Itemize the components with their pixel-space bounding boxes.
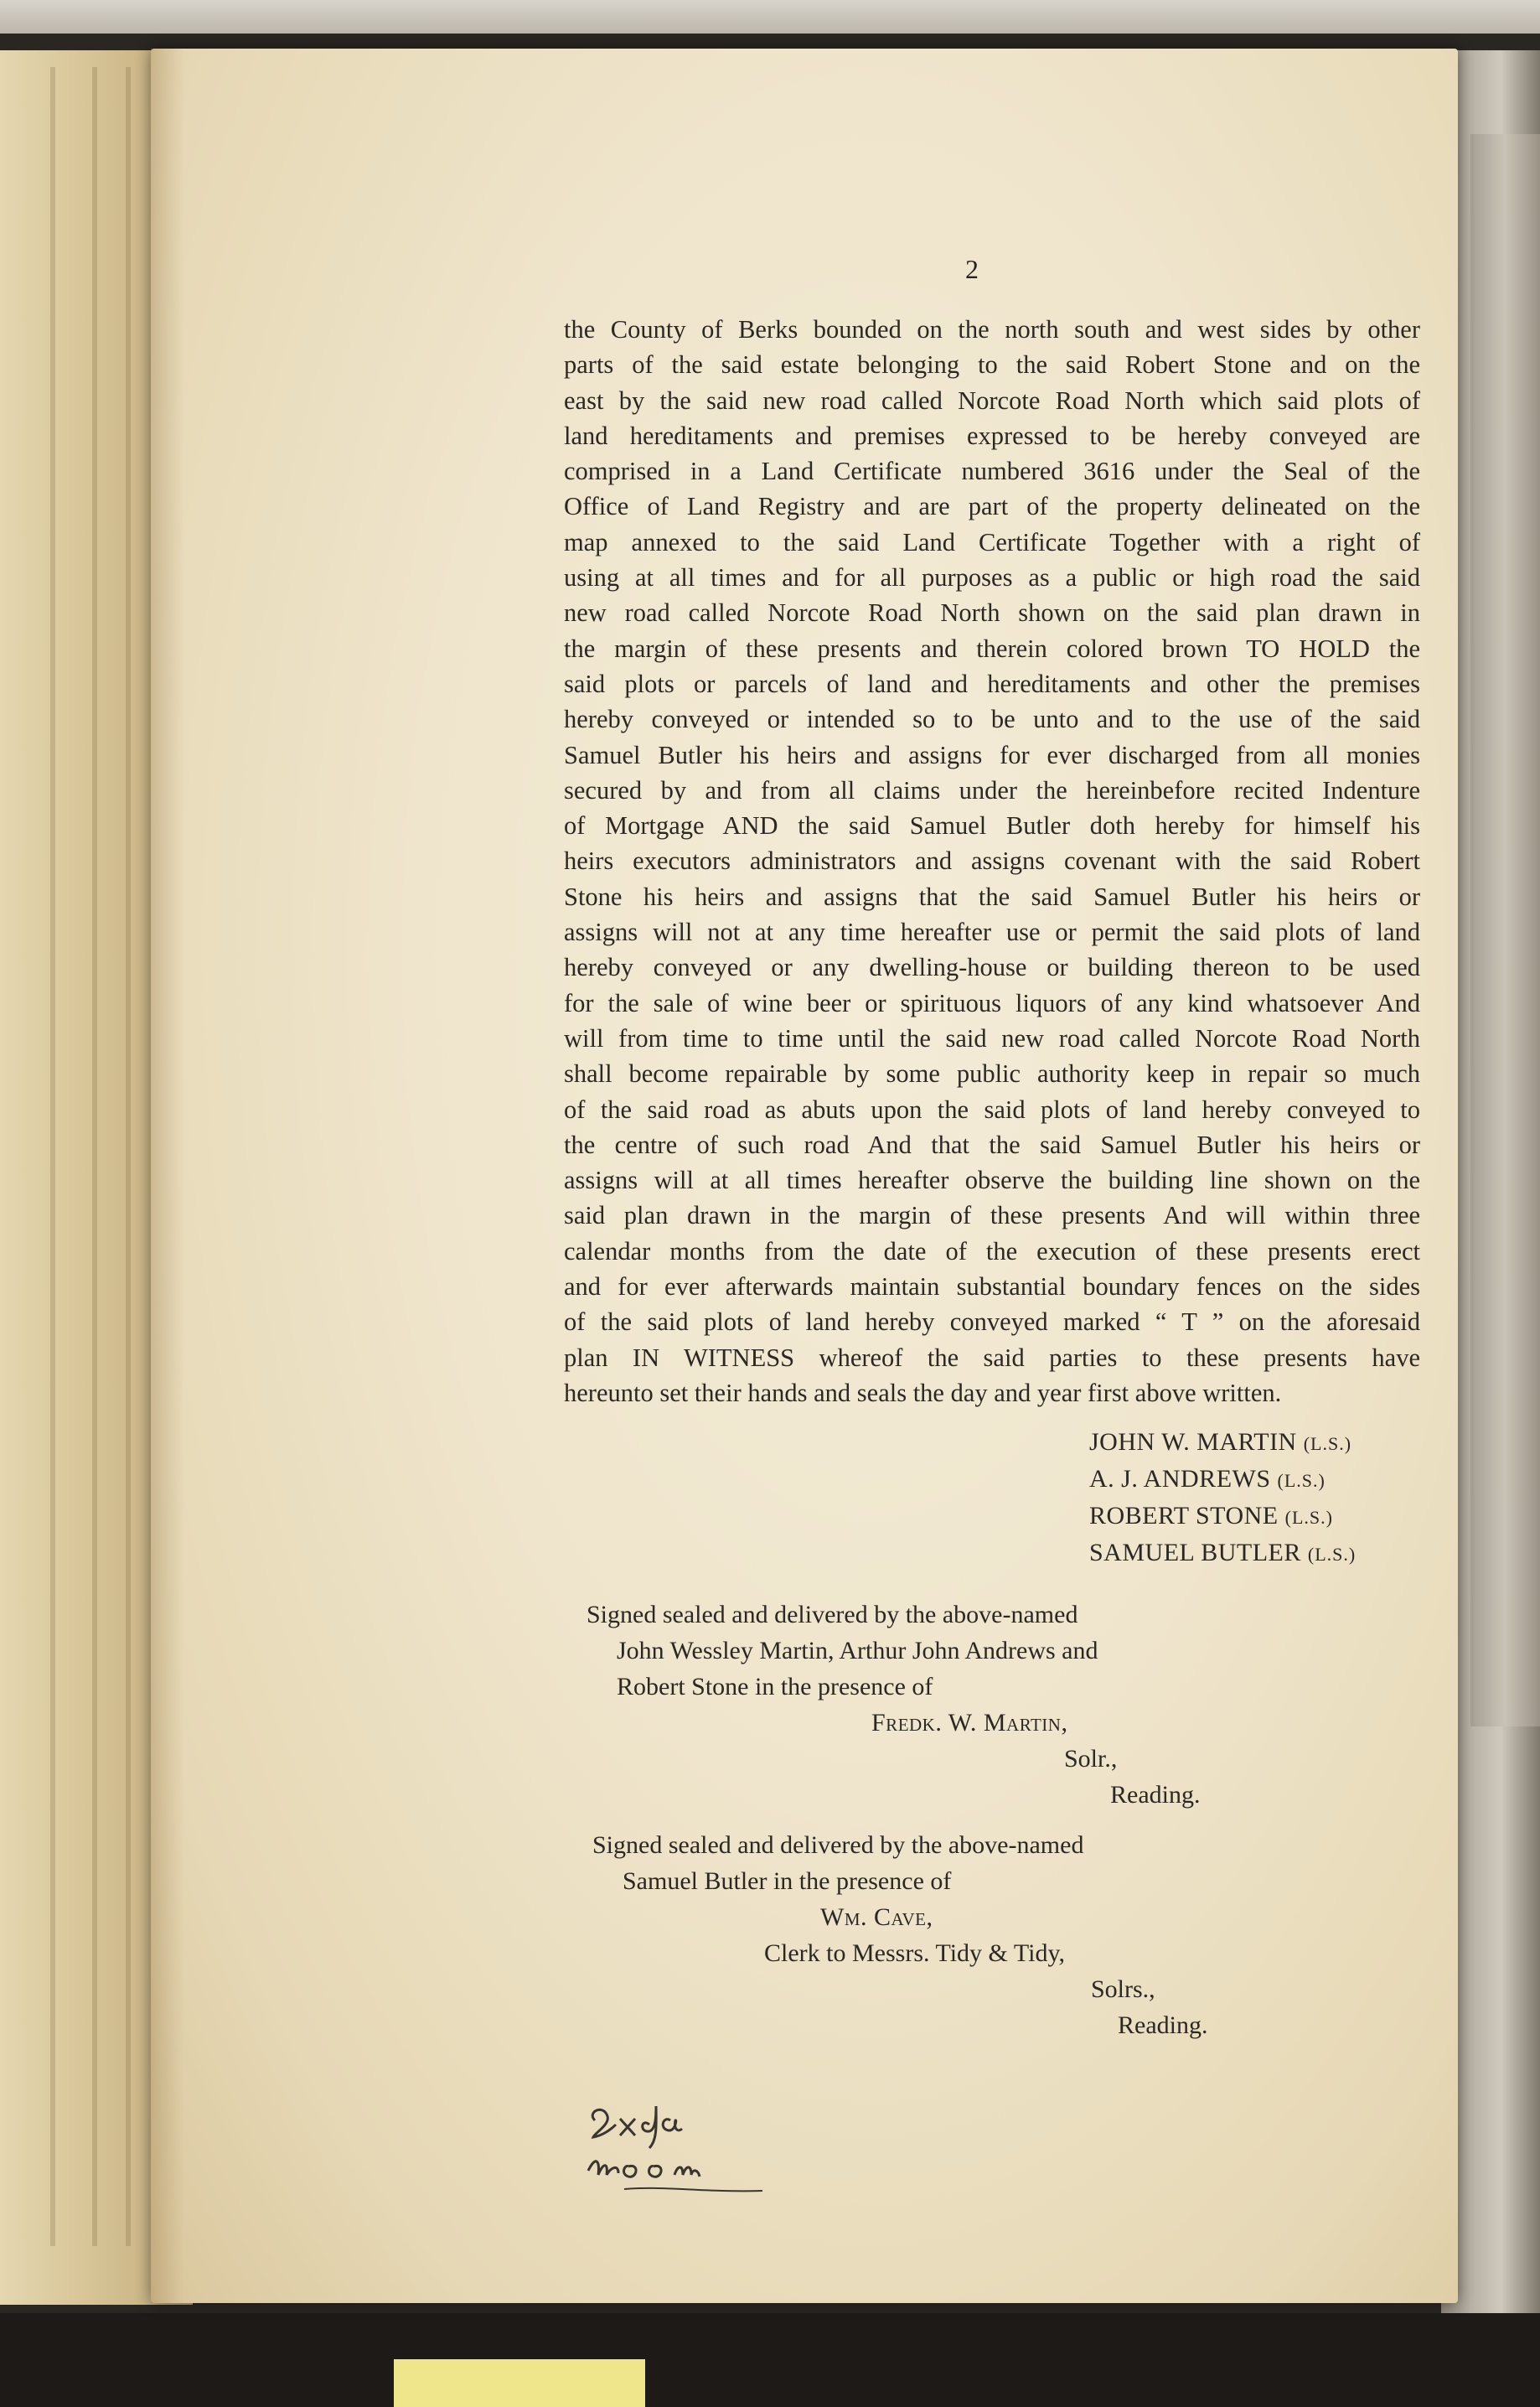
deed-text-line: of the said road as abuts upon the said plots of land hereby conveyed to [564, 1095, 1420, 1124]
attestation-clause-1 [587, 1597, 1223, 1813]
deed-text-line: said plots or parcels of land and hereditaments and other the premises [564, 669, 1420, 698]
attestation-clause-2 [592, 1827, 1229, 2043]
deed-text-line: plan IN WITNESS whereof the said parties to these presents have [564, 1343, 1420, 1372]
witness-place: Reading. [1110, 1781, 1201, 1809]
deed-text-line: assigns will at all times hereafter observe the building line shown on the [564, 1166, 1420, 1195]
deed-text-line: east by the said new road called Norcote Road North which said plots of [564, 386, 1420, 415]
witness-title: Clerk to Messrs. Tidy & Tidy, [764, 1939, 1066, 1967]
page-edge-line [50, 67, 55, 2246]
yellow-tab [394, 2359, 645, 2407]
deed-text-line: the margin of these presents and therein colored brown TO HOLD the [564, 634, 1420, 663]
deed-text-line: for the sale of wine beer or spirituous liquors of any kind whatsoever And [564, 988, 1420, 1017]
witness-title: Solr., [1064, 1745, 1118, 1773]
page-edge-line [126, 67, 131, 2246]
deed-text-line: calendar months from the date of the execution of these presents erect [564, 1236, 1420, 1266]
deed-text-line: heirs executors administrators and assigns covenant with the said Robert [564, 846, 1420, 876]
witness-title: Solrs., [1091, 1975, 1155, 2003]
deed-text-line: Stone his heirs and assigns that the said Samuel Butler his heirs or [564, 882, 1420, 911]
deed-text-line: secured by and from all claims under the hereinbefore recited Indenture [564, 775, 1420, 805]
signatory: JOHN W. MARTIN (L.S.) [1089, 1428, 1352, 1456]
deed-text-line: hereunto set their hands and seals the day and year first above written. [564, 1378, 1282, 1407]
deed-body-text [564, 312, 1420, 1411]
deed-text-line: Office of Land Registry and are part of the property delineated on the [564, 492, 1420, 521]
deed-text-line: map annexed to the said Land Certificate Together with a right of [564, 527, 1420, 556]
deed-text-line: hereby conveyed or intended so to be unto and to the use of the said [564, 705, 1420, 734]
deed-text-line: and for ever afterwards maintain substantial boundary fences on the sides [564, 1272, 1420, 1302]
deed-text-line: of Mortgage AND the said Samuel Butler doth hereby for himself his [564, 811, 1420, 841]
page-edge-line [92, 67, 97, 2246]
scan-background [0, 2313, 1540, 2407]
deed-text-line: new road called Norcote Road North shown on the said plan drawn in [564, 598, 1420, 628]
binding-cloth [1470, 134, 1540, 1726]
attestation-line: Signed sealed and delivered by the above-named [587, 1601, 1078, 1628]
signatory-list [1089, 1425, 1424, 1572]
deed-text-line: the centre of such road And that the said Samuel Butler his heirs or [564, 1130, 1420, 1159]
deed-text-line: will from time to time until the said new road called Norcote Road North [564, 1023, 1420, 1053]
deed-text-line: said plan drawn in the margin of these presents And will within three [564, 1201, 1420, 1230]
deed-text-line: parts of the said estate belonging to the said Robert Stone and on the [564, 350, 1420, 380]
signatory: ROBERT STONE (L.S.) [1089, 1502, 1333, 1530]
witness-name: Fredk. W. Martin, [871, 1709, 1068, 1737]
deed-text-line: comprised in a Land Certificate numbered 3616 under the Seal of the [564, 457, 1420, 486]
handwritten-note [578, 2087, 779, 2213]
deed-text-line: using at all times and for all purposes as a public or high road the said [564, 563, 1420, 593]
attestation-line: Signed sealed and delivered by the above-named [592, 1831, 1084, 1859]
deed-text-line: the County of Berks bounded on the north south and west sides by other [564, 315, 1420, 344]
page-number: 2 [965, 254, 979, 284]
signatory: A. J. ANDREWS (L.S.) [1089, 1465, 1326, 1493]
deed-text-line: shall become repairable by some public authority keep in repair so much [564, 1059, 1420, 1089]
deed-text-line: hereby conveyed or any dwelling-house or building thereon to be used [564, 953, 1420, 982]
signatory: SAMUEL BUTLER (L.S.) [1089, 1539, 1357, 1566]
attestation-line: Robert Stone in the presence of [617, 1673, 933, 1700]
top-paper-strip [0, 0, 1540, 34]
witness-place: Reading. [1118, 2011, 1208, 2039]
witness-name: Wm. Cave, [820, 1903, 933, 1931]
attestation-line: Samuel Butler in the presence of [623, 1867, 952, 1895]
attestation-line: John Wessley Martin, Arthur John Andrews and [617, 1637, 1098, 1664]
deed-text-line: assigns will not at any time hereafter use or permit the said plots of land [564, 918, 1420, 947]
deed-text-line: of the said plots of land hereby conveyed marked “ T ” on the aforesaid [564, 1307, 1420, 1337]
deed-text-line: land hereditaments and premises expressed to be hereby conveyed are [564, 421, 1420, 450]
deed-text-line: Samuel Butler his heirs and assigns for ever discharged from all monies [564, 740, 1420, 769]
page-fold-shadow [151, 49, 184, 2303]
